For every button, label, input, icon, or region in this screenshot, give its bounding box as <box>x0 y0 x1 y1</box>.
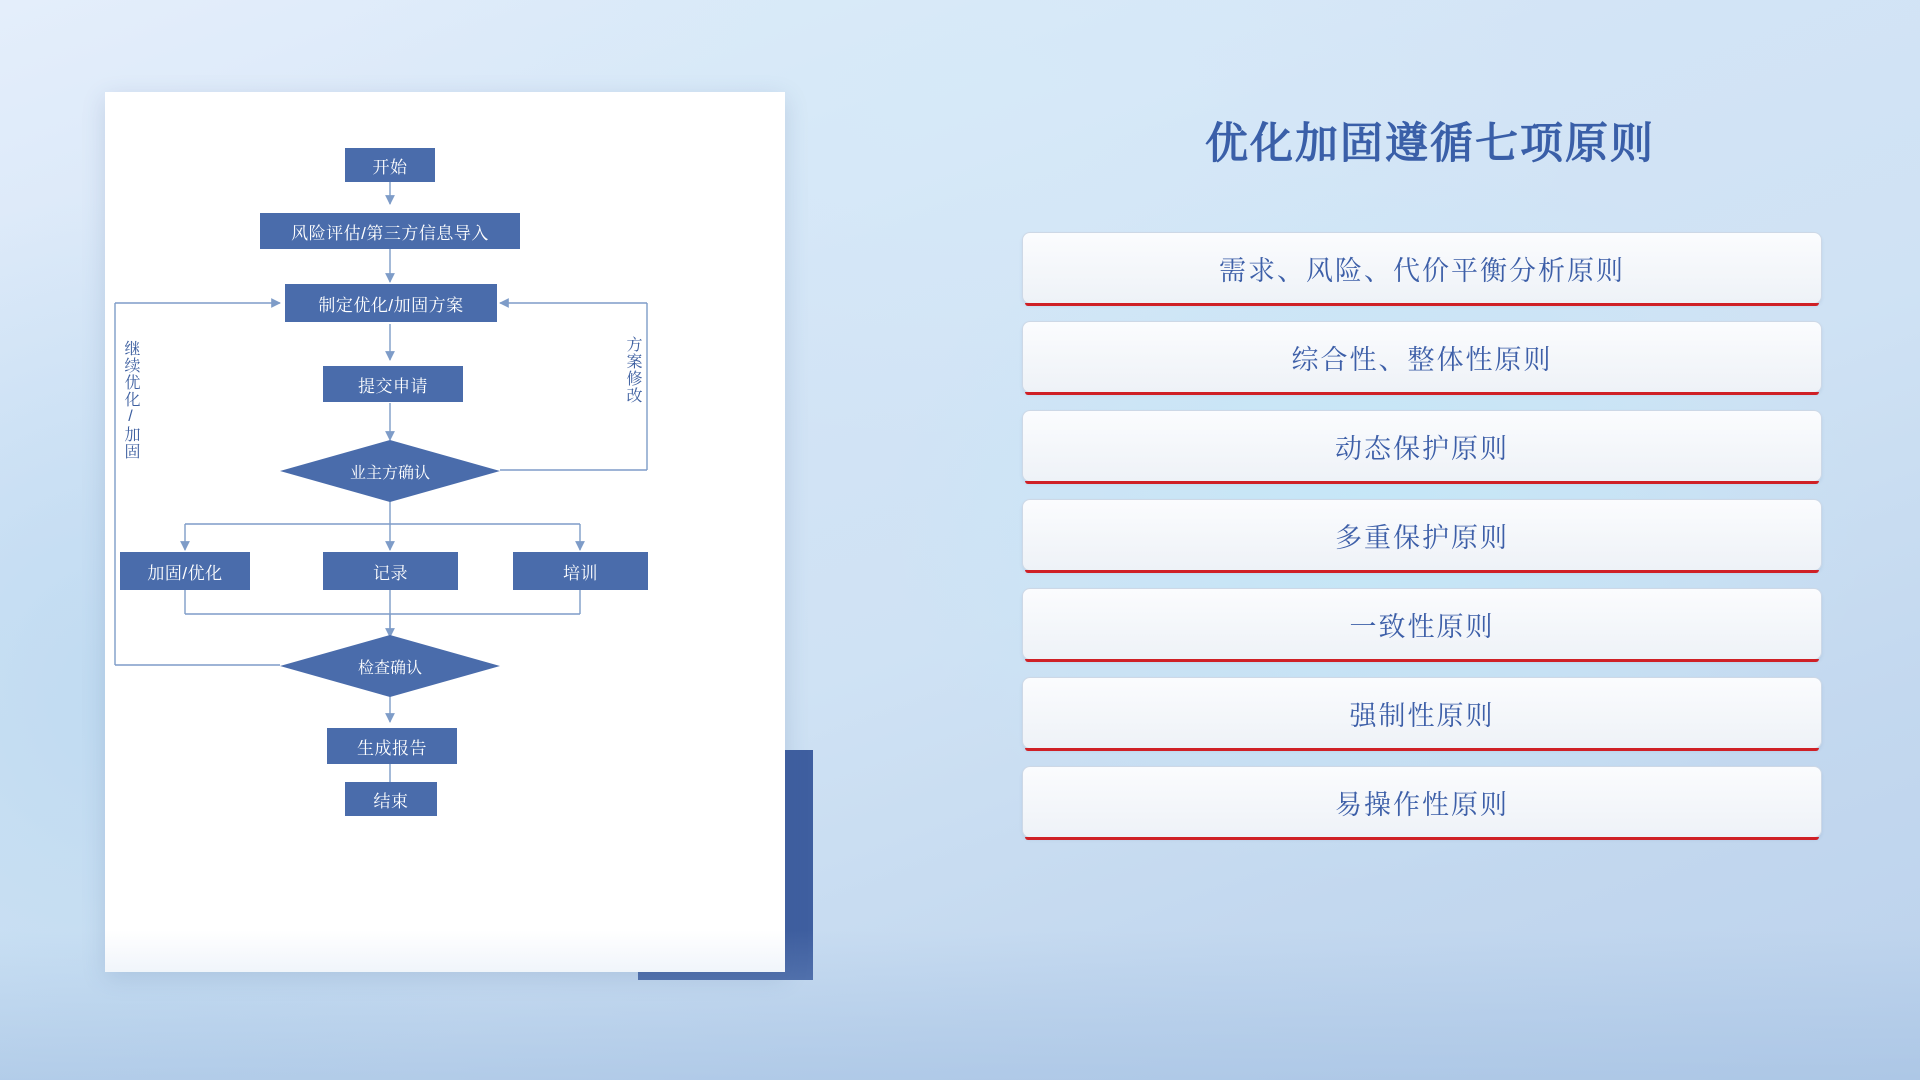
flow-node-check-confirm <box>280 635 500 697</box>
flow-node-reinforce <box>120 552 250 590</box>
principle-label: 多重保护原则 <box>1335 522 1509 553</box>
flow-node-training <box>513 552 648 590</box>
principle-item <box>1022 321 1822 393</box>
edge-label-continue-optimize: 继续优化/加固 <box>122 340 139 460</box>
principle-item <box>1022 766 1822 838</box>
flow-node-end-label: 结束 <box>373 791 409 811</box>
flow-node-submit <box>323 366 463 402</box>
flow-node-report-label: 生成报告 <box>357 738 427 758</box>
flow-node-training-label: 培训 <box>563 563 598 583</box>
flow-node-owner-confirm <box>280 440 500 502</box>
principle-item <box>1022 677 1822 749</box>
flow-node-plan-label: 制定优化/加固方案 <box>318 295 464 315</box>
flow-node-risk <box>260 213 520 249</box>
flow-node-check-confirm-label: 检查确认 <box>357 659 422 677</box>
principle-label: 一致性原则 <box>1349 611 1495 642</box>
flow-node-end <box>345 782 437 816</box>
flow-node-record <box>323 552 458 590</box>
principle-label: 综合性、整体性原则 <box>1291 344 1553 375</box>
flow-node-submit-label: 提交申请 <box>358 376 428 396</box>
flowchart <box>105 92 785 972</box>
principle-item <box>1022 232 1822 304</box>
principle-item <box>1022 410 1822 482</box>
principle-item <box>1022 499 1822 571</box>
page-title: 优化加固遵循七项原则 <box>1205 120 1655 168</box>
principle-label: 易操作性原则 <box>1335 789 1509 820</box>
flow-node-report <box>327 728 457 764</box>
principle-label: 需求、风险、代价平衡分析原则 <box>1219 255 1625 286</box>
principle-label: 动态保护原则 <box>1335 433 1509 464</box>
flow-node-reinforce-label: 加固/优化 <box>147 563 223 583</box>
principle-item <box>1022 588 1822 660</box>
principle-label: 强制性原则 <box>1349 700 1495 731</box>
flow-node-plan <box>285 284 497 322</box>
flow-node-risk-label: 风险评估/第三方信息导入 <box>291 223 489 243</box>
flow-node-start-label: 开始 <box>372 157 408 177</box>
edge-label-plan-revision: 方案修改 <box>624 336 641 404</box>
flow-node-owner-confirm-label: 业主方确认 <box>349 464 430 482</box>
flow-node-start <box>345 148 435 182</box>
flow-node-record-label: 记录 <box>373 563 408 583</box>
principles-list <box>1022 232 1822 855</box>
flowchart-card <box>105 92 785 972</box>
